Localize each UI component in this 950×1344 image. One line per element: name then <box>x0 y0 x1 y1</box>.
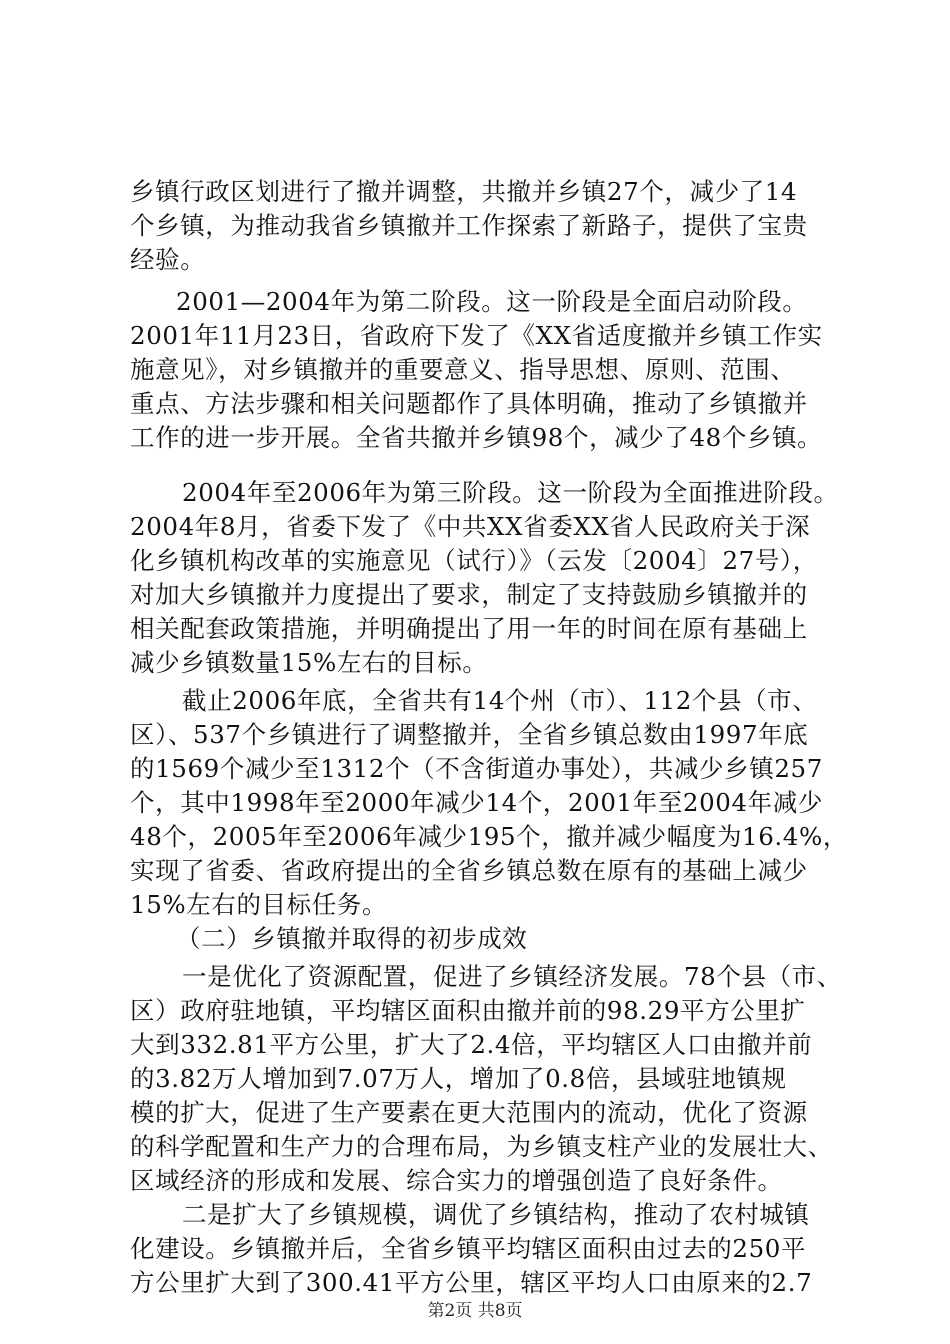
text-line: 2001年11月23日，省政府下发了《XX省适度撤并乡镇工作实 <box>130 321 823 350</box>
text-line: 的科学配置和生产力的合理布局，为乡镇支柱产业的发展壮大、 <box>130 1132 833 1161</box>
text-line: 相关配套政策措施，并明确提出了用一年的时间在原有基础上 <box>130 614 808 643</box>
text-line: 2004年至2006年为第三阶段。这一阶段为全面推进阶段。 <box>182 478 839 507</box>
page-number: 第2页 共8页 <box>427 1301 523 1321</box>
text-line: 截止2006年底，全省共有14个州（市）、112个县（市、 <box>182 686 818 715</box>
text-line: 的3.82万人增加到7.07万人，增加了0.8倍，县域驻地镇规 <box>130 1064 787 1093</box>
text-line: 方公里扩大到了300.41平方公里，辖区平均人口由原来的2.7 <box>130 1268 813 1297</box>
text-line: 2004年8月，省委下发了《中共XX省委XX省人民政府关于深 <box>130 512 811 541</box>
text-line: 区）、537个乡镇进行了调整撤并，全省乡镇总数由1997年底 <box>130 720 809 749</box>
text-line: 减少乡镇数量15%左右的目标。 <box>130 648 488 677</box>
text-line: 区域经济的形成和发展、综合实力的增强创造了良好条件。 <box>130 1166 783 1195</box>
text-line: 15%左右的目标任务。 <box>130 890 388 919</box>
text-line: 的1569个减少至1312个（不含街道办事处），共减少乡镇257 <box>130 754 823 783</box>
text-line: 2001—2004年为第二阶段。这一阶段是全面启动阶段。 <box>176 287 808 316</box>
text-line: 化乡镇机构改革的实施意见（试行）》（云发〔2004〕27号）， <box>130 546 818 575</box>
text-line: 大到332.81平方公里，扩大了2.4倍，平均辖区人口由撤并前 <box>130 1030 813 1059</box>
text-line: 工作的进一步开展。全省共撤并乡镇98个，减少了48个乡镇。 <box>130 423 823 452</box>
text-line: 重点、方法步骤和相关问题都作了具体明确，推动了乡镇撤并 <box>130 389 808 418</box>
text-line: 经验。 <box>130 245 206 274</box>
text-line: 一是优化了资源配置，促进了乡镇经济发展。78个县（市、 <box>182 962 842 991</box>
text-line: 实现了省委、省政府提出的全省乡镇总数在原有的基础上减少 <box>130 856 808 885</box>
text-line: 模的扩大，促进了生产要素在更大范围内的流动，优化了资源 <box>130 1098 808 1127</box>
text-line: 乡镇行政区划进行了撤并调整，共撤并乡镇27个，减少了14 <box>130 177 798 206</box>
text-line: 二是扩大了乡镇规模，调优了乡镇结构，推动了农村城镇 <box>182 1200 810 1229</box>
text-line: 个，其中1998年至2000年减少14个，2001年至2004年减少 <box>130 788 823 817</box>
text-line: 48个，2005年至2006年减少195个，撤并减少幅度为16.4%， <box>130 822 848 851</box>
text-line: 化建设。乡镇撤并后，全省乡镇平均辖区面积由过去的250平 <box>130 1234 807 1263</box>
text-line: 施意见》，对乡镇撤并的重要意义、指导思想、原则、范围、 <box>130 355 796 384</box>
text-line: 区）政府驻地镇，平均辖区面积由撤并前的98.29平方公里扩 <box>130 996 806 1025</box>
section-heading: （二）乡镇撤并取得的初步成效 <box>176 924 528 953</box>
page-footer <box>0 1300 950 1322</box>
text-line: 个乡镇，为推动我省乡镇撤并工作探索了新路子，提供了宝贵 <box>130 211 808 240</box>
text-line: 对加大乡镇撤并力度提出了要求，制定了支持鼓励乡镇撤并的 <box>130 580 808 609</box>
